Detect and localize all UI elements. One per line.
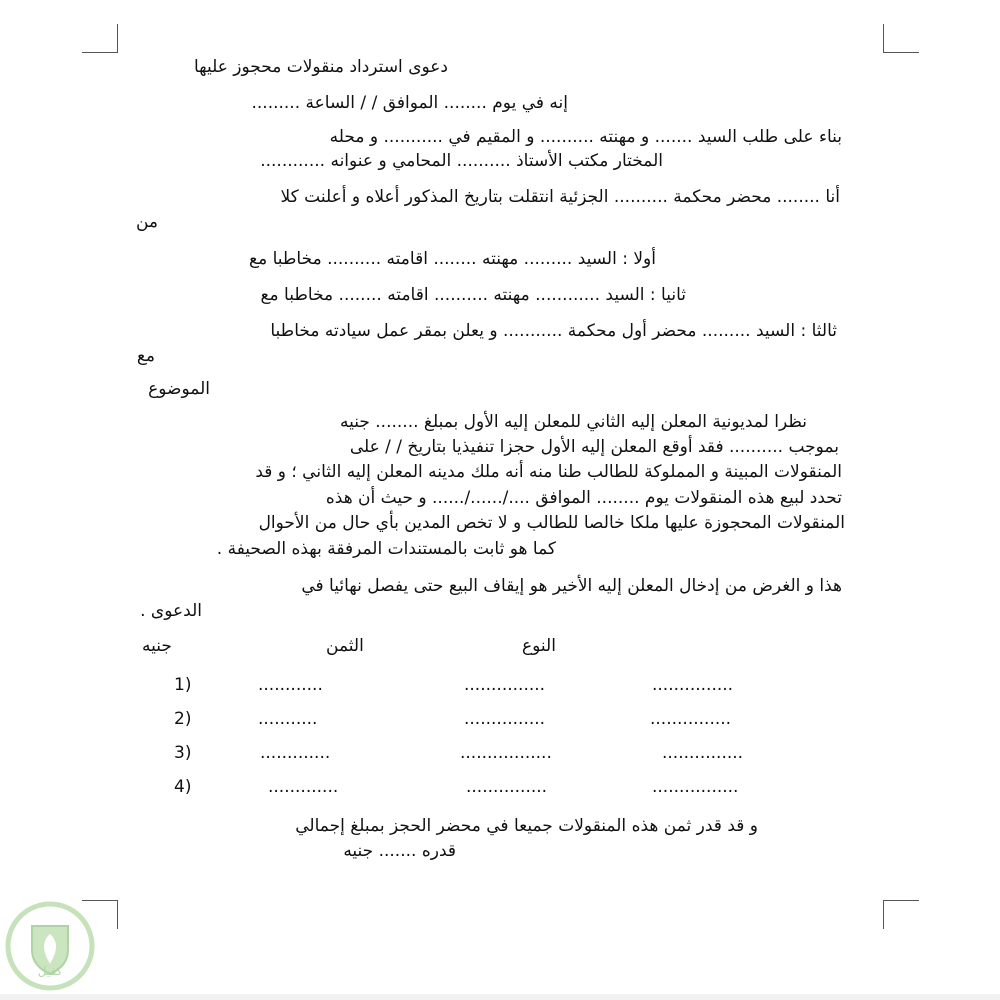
row-number: 3) (174, 743, 192, 763)
table-cell: ............ (258, 675, 323, 695)
text-line: بموجب .......... فقد أوقع المعلن إليه الأول حجزا تنفيذيا بتاريخ / / على (349, 437, 839, 457)
text-line: أنا ........ محضر محكمة .......... الجزئية انتقلت بتاريخ المذكور أعلاه و أعلنت كلا (280, 187, 840, 207)
text-line: الدعوى . (140, 601, 202, 621)
table-cell: ............... (464, 675, 546, 695)
text-line: أولا : السيد ......... مهنته ........ اقامته .......... مخاطبا مع (249, 249, 656, 269)
crop-mark-top-right-v (883, 24, 884, 53)
text-line: ثالثا : السيد ......... محضر أول محكمة ........... و يعلن بمقر عمل سيادته مخاطبا (270, 321, 837, 341)
table-header-price: الثمن (326, 636, 364, 656)
table-cell: ............... (464, 709, 546, 729)
text-line: قدره ....... جنيه (343, 841, 456, 861)
text-line: نظرا لمديونية المعلن إليه الثاني للمعلن إليه الأول بمبلغ ........ جنيه (339, 412, 807, 432)
text-line: المنقولات المحجوزة عليها ملكا خالصا للطالب و لا تخص المدين بأي حال من الأحوال (258, 513, 845, 533)
crop-mark-top-left-v (117, 24, 118, 53)
row-number: 4) (174, 777, 192, 797)
crop-mark-bottom-right-h (883, 900, 919, 901)
watermark-text: كفيل (37, 964, 63, 978)
document-title: دعوى استرداد منقولات محجوز عليها (193, 57, 448, 77)
row-number: 2) (174, 709, 192, 729)
text-line: من (135, 212, 158, 232)
table-header-type: النوع (522, 636, 556, 656)
table-cell: ................. (460, 743, 552, 763)
crop-mark-bottom-right-v (883, 900, 884, 929)
section-heading: الموضوع (148, 379, 210, 399)
text-line: ثانيا : السيد ............ مهنته .......... اقامته ........ مخاطبا مع (260, 285, 686, 305)
table-cell: ............. (268, 777, 339, 797)
table-cell: ............... (650, 709, 732, 729)
text-line: هذا و الغرض من إدخال المعلن إليه الأخير هو إيقاف البيع حتى يفصل نهائيا في (301, 576, 842, 596)
table-cell: ............... (662, 743, 744, 763)
table-cell: ........... (258, 709, 318, 729)
text-line: المنقولات المبينة و المملوكة للطالب طنا منه أنه ملك مدينه المعلن إليه الثاني ؛ و قد (255, 462, 842, 482)
table-cell: ............... (652, 675, 734, 695)
table-header-currency: جنيه (142, 636, 172, 656)
crop-mark-top-right-h (883, 52, 919, 53)
text-line: المختار مكتب الأستاذ .......... المحامي و عنوانه ............ (260, 151, 663, 171)
crop-mark-bottom-left-v (117, 900, 118, 929)
text-line: تحدد لبيع هذه المنقولات يوم ........ الموافق ..../....../...... و حيث أن هذه (325, 488, 842, 508)
crop-mark-top-left-h (82, 52, 118, 53)
bottom-strip (0, 994, 1000, 1000)
text-line: بناء على طلب السيد ....... و مهنته .......... و المقيم في ........... و محله (329, 127, 842, 147)
shield-leaf-logo-icon (2, 900, 98, 996)
text-line: كما هو ثابت بالمستندات المرفقة بهذه الصحيفة . (216, 539, 556, 559)
text-line: مع (136, 346, 155, 366)
table-cell: ............. (260, 743, 331, 763)
text-line: و قد قدر ثمن هذه المنقولات جميعا في محضر الحجز بمبلغ إجمالي (295, 816, 758, 836)
row-number: 1) (174, 675, 192, 695)
table-cell: ................ (652, 777, 739, 797)
text-line: إنه في يوم ........ الموافق / / الساعة ......... (251, 93, 568, 113)
table-cell: ............... (466, 777, 548, 797)
